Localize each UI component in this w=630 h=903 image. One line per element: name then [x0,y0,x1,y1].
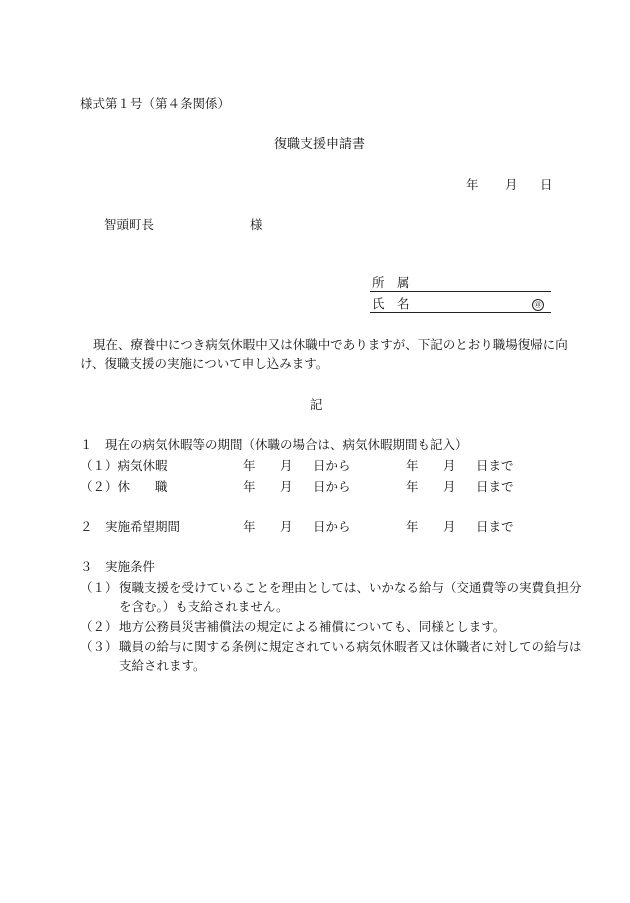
to-year: 年 [406,458,419,473]
to-month: 月 [443,479,456,494]
addressee-honorific: 様 [250,217,263,232]
condition-line-1: 地方公務員災害補償法の規定による補償についても、同様とします。 [119,619,506,634]
from-month: 月 [280,519,293,534]
name-label: 氏 名 [372,296,410,311]
section-1-heading: １ 現在の病気休暇等の期間（休職の場合は、病気休暇期間も記入） [80,437,468,452]
condition-line-2: を含む。）も支給されません。 [119,599,289,614]
date-year: 年 [466,177,479,192]
from-month: 月 [280,458,293,473]
addressee-name: 智頭町長 [104,217,155,232]
period-label: （１）病気休暇 [80,458,168,473]
document-title: 復職支援申請書 [274,137,366,152]
from-month: 月 [280,479,293,494]
from-day: 日から [313,479,351,494]
intro-line-2: け、復職支援の実施について申し込みます。 [80,356,329,371]
to-month: 月 [443,519,456,534]
condition-number: （３） [80,639,118,654]
condition-number: （２） [80,619,118,634]
to-year: 年 [406,479,419,494]
name-field[interactable] [370,298,551,313]
seal-mark: ㊞ [532,299,544,311]
intro-line-1: 現在、療養中につき病気休暇中又は休職中でありますが、下記のとおり職場復帰に向 [93,337,568,352]
to-day: 日まで [476,519,514,534]
ki-heading: 記 [310,397,323,412]
affiliation-label: 所 属 [372,275,410,290]
to-month: 月 [443,458,456,473]
to-day: 日まで [476,458,514,473]
form-number: 様式第１号（第４条関係） [80,96,231,111]
from-year: 年 [243,458,256,473]
condition-number: （１） [80,580,118,595]
date-day: 日 [540,177,553,192]
condition-line-1: 職員の給与に関する条例に規定されている病気休暇者又は休職者に対しての給与は [119,639,582,654]
from-year: 年 [243,479,256,494]
condition-line-2: 支給されます。 [119,658,206,673]
to-year: 年 [406,519,419,534]
affiliation-field[interactable] [370,277,551,292]
condition-line-1: 復職支援を受けていることを理由としては、いかなる給与（交通費等の実費負担分 [119,580,582,595]
section-3-heading: ３ 実施条件 [80,559,156,574]
from-day: 日から [313,458,351,473]
period-label: （２）休 職 [80,479,168,494]
to-day: 日まで [476,479,514,494]
from-year: 年 [243,519,256,534]
date-month: 月 [505,177,518,192]
section-2-label: ２ 実施希望期間 [80,519,181,534]
from-day: 日から [313,519,351,534]
